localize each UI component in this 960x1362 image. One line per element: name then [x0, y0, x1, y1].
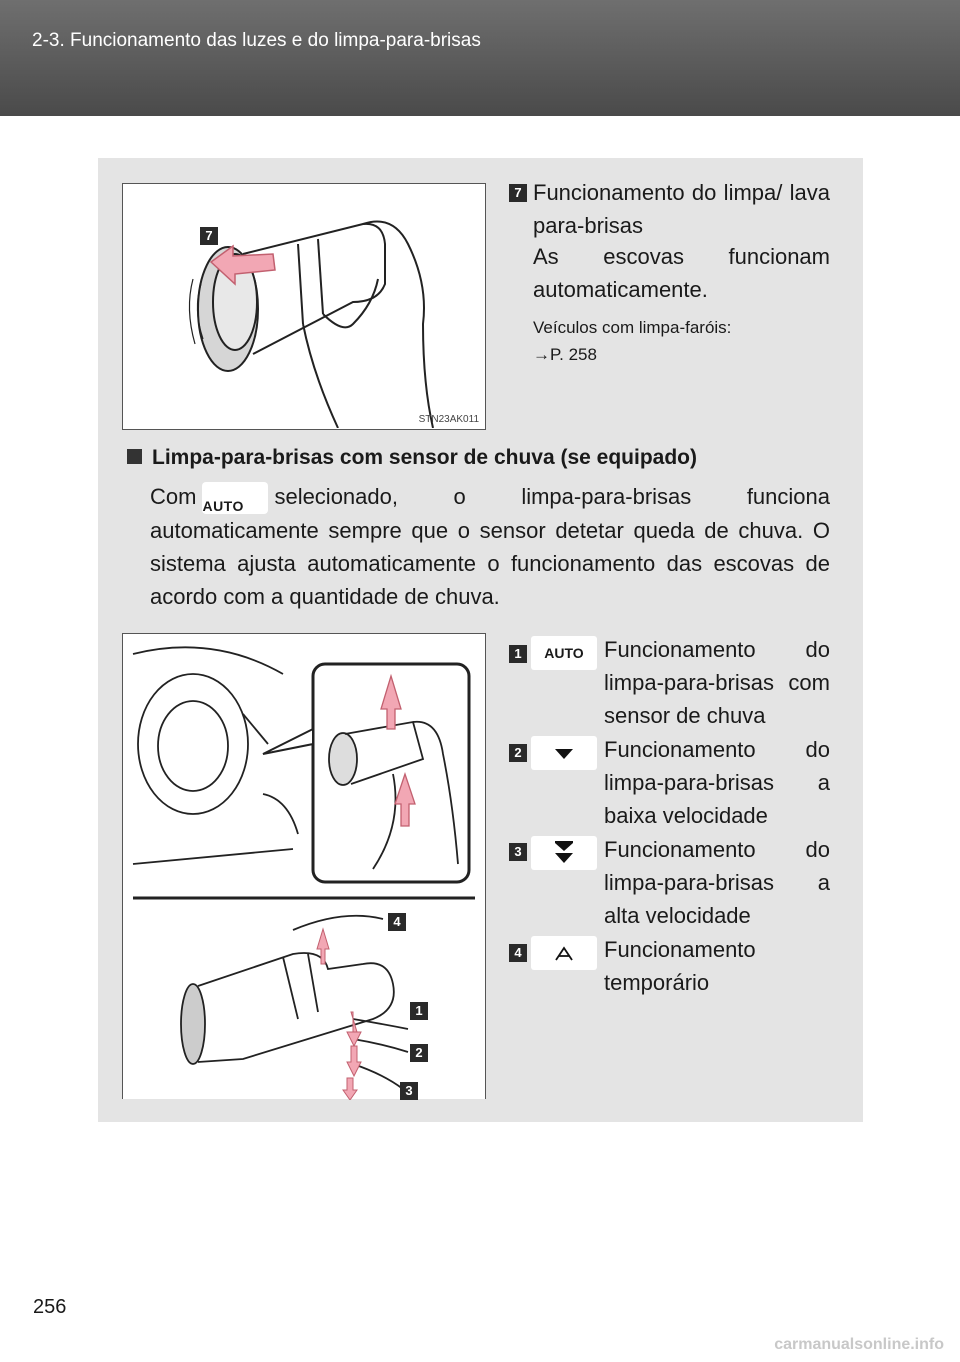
bullet-square-icon [127, 449, 142, 464]
page-header [0, 0, 960, 116]
mode-badge-4: 4 [509, 944, 527, 962]
rain-sensor-illustration [122, 633, 486, 1099]
mode-3-text: Funcionamento do limpa-para-brisas a alta velocidade [604, 837, 830, 928]
mode-badge-3: 3 [509, 843, 527, 861]
low-speed-icon [531, 736, 597, 770]
high-speed-icon [531, 836, 597, 870]
item-badge-7: 7 [509, 184, 527, 202]
dashboard-and-lever-drawing [123, 634, 484, 1100]
mode-badge-2: 2 [509, 744, 527, 762]
auto-icon: AUTO [531, 636, 597, 670]
callout-badge-3: 3 [400, 1082, 418, 1100]
section-heading: Limpa-para-brisas com sensor de chuva (se equipado) [127, 446, 697, 470]
mist-icon [531, 936, 597, 970]
item7-description: Funcionamento do limpa/ lava para-brisas [533, 180, 830, 238]
item7-detail: As escovas funcionam automaticamente. [533, 244, 830, 302]
callout-badge-1: 1 [410, 1002, 428, 1020]
section-title: 2-3. Funcionamento das luzes e do limpa-para-brisas [32, 30, 481, 51]
page-number: 256 [33, 1296, 67, 1318]
mode-1-text: Funcionamento do limpa-para-brisas com sensor de chuva [604, 637, 830, 728]
auto-symbol: AUTO [202, 482, 268, 514]
callout-badge-7: 7 [200, 227, 218, 245]
callout-badge-4: 4 [388, 913, 406, 931]
mode-4-text: Funcionamento temporário [604, 937, 756, 995]
wiper-lever-drawing [123, 184, 484, 428]
watermark: carmanualsonline.info [774, 1336, 944, 1353]
figure-code: STN23AK011 [418, 414, 479, 425]
wiper-wash-illustration [122, 183, 486, 430]
mode-badge-1: 1 [509, 645, 527, 663]
rain-sensor-paragraph: Com AUTO selecionado, o limpa-para-brisas funciona automaticamente sempre que o sensor detetar queda de chuva. O sistema ajusta automaticamente o funcionamento das escovas de acordo com a quantidade de chuva. [150, 484, 830, 610]
page-reference: →P. 258 [533, 345, 597, 364]
mode-2-text: Funcionamento do limpa-para-brisas a baixa velocidade [604, 737, 830, 828]
callout-badge-2: 2 [410, 1044, 428, 1062]
headlamp-cleaner-note: Veículos com limpa-faróis: [533, 318, 732, 337]
